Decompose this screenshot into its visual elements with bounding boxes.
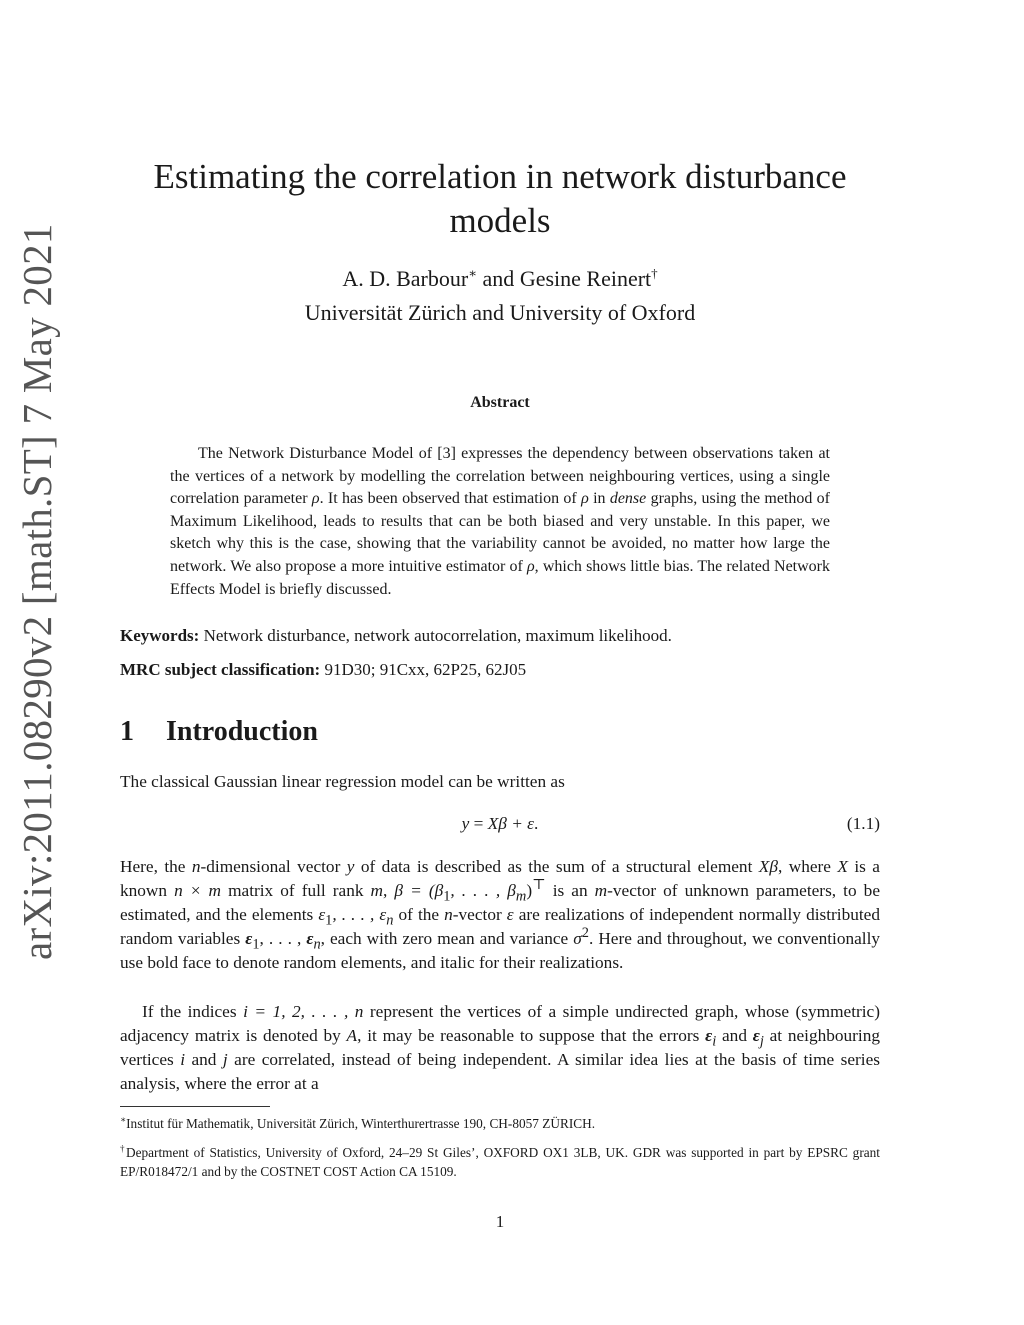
body-paragraph: Here, the n-dimensional vector y of data is described as the sum of a structural element Xβ, where X is a known n × m matrix of full rank m, $\beta = (\beta_1$, . . . , $\beta_m)^⊤$ is an m-vector of unknown parameters, to be estimated, and the elements $\varepsilon_1$, . . . , $\varepsilon_n$ of the n-vector ε are realizations of independent normally distributed random variables $\varepsilon_1$, . . . , $\varepsilon_n$, each with zero mean and variance $\sigma^2$. Here and throughout, we conventionally use bold face to denote random elements, and italic for their realizations. — [120, 857, 881, 972]
emphasis: dense — [609, 490, 647, 508]
mrc-classification-line — [120, 660, 880, 680]
footnote-mark: ∗ — [120, 1114, 127, 1125]
equation-body: y = Xβ + ε. — [461, 814, 539, 833]
page-number: 1 — [495, 1212, 505, 1231]
footnote-mark: ∗ — [468, 265, 478, 281]
equation-number: (1.1) — [846, 814, 880, 833]
footnote — [120, 1114, 880, 1133]
footnote-rule — [120, 1106, 270, 1107]
mrc-text: 91D30; 91Cxx, 62P25, 62J05 — [320, 660, 527, 679]
author-line — [120, 262, 880, 296]
section-title: Introduction — [166, 716, 318, 747]
footnote-mark: † — [651, 265, 658, 281]
section-heading — [120, 716, 318, 748]
footnote — [120, 1143, 880, 1181]
keywords-line — [120, 626, 880, 646]
author-name: A. D. Barbour — [342, 266, 469, 291]
abstract-body: The Network Disturbance Model of [3] expresses the dependency between observations taken at the vertices of a network by modelling the correlation between neighbouring vertices, using a single correlation parameter ρ. It has been observed that estimation of ρ in dense graphs, using the method of Maximum Likelihood, leads to results that can be both biased and very unstable. In this paper, we sketch why this is the case, showing that the variability cannot be avoided, no matter how large the network. We also propose a more intuitive estimator of ρ, which shows little bias. The related Network Effects Model is briefly discussed. — [170, 445, 831, 598]
keywords-text: Network disturbance, network autocorrelation, maximum likelihood. — [199, 626, 672, 645]
author-conjunction: and — [477, 266, 520, 291]
body-paragraph: The classical Gaussian linear regression model can be written as — [120, 772, 565, 791]
footnote-text: Institut für Mathematik, Universität Zürich, Winterthurertrasse 190, CH-8057 ZÜRICH. — [126, 1116, 596, 1131]
author-name: Gesine Reinert — [519, 266, 652, 291]
section-number: 1 — [120, 716, 134, 747]
body-paragraph: If the indices i = 1, 2, . . . , n represent the vertices of a simple undirected graph, whose (symmetric) adjacency matrix is denoted by A, it may be reasonable to suppose that the errors $\varepsilon_i$ and $\varepsilon_j$ at neighbouring vertices i and j are correlated, instead of being independent. A similar idea lies at the basis of time series analysis, where the error at a — [120, 1002, 881, 1093]
abstract-heading: Abstract — [470, 394, 530, 411]
keywords-label: Keywords: — [120, 626, 200, 645]
footnote-text: Department of Statistics, University of Oxford, 24–29 St Giles’, OXFORD OX1 3LB, UK. GDR was supported in part by EPSRC grant EP/R018472/1 and by the COSTNET COST Action CA 15109. — [120, 1145, 881, 1179]
mrc-label: MRC subject classification: — [120, 660, 321, 679]
affiliation: Universität Zürich and University of Oxford — [304, 300, 696, 325]
author-block — [120, 262, 880, 330]
footnote-mark: † — [120, 1143, 126, 1154]
display-equation — [120, 814, 880, 840]
paper-title: Estimating the correlation in network disturbance models — [153, 157, 847, 240]
arxiv-identifier-stamp: arXiv:2011.08290v2 [math.ST] 7 May 2021 — [14, 223, 60, 960]
